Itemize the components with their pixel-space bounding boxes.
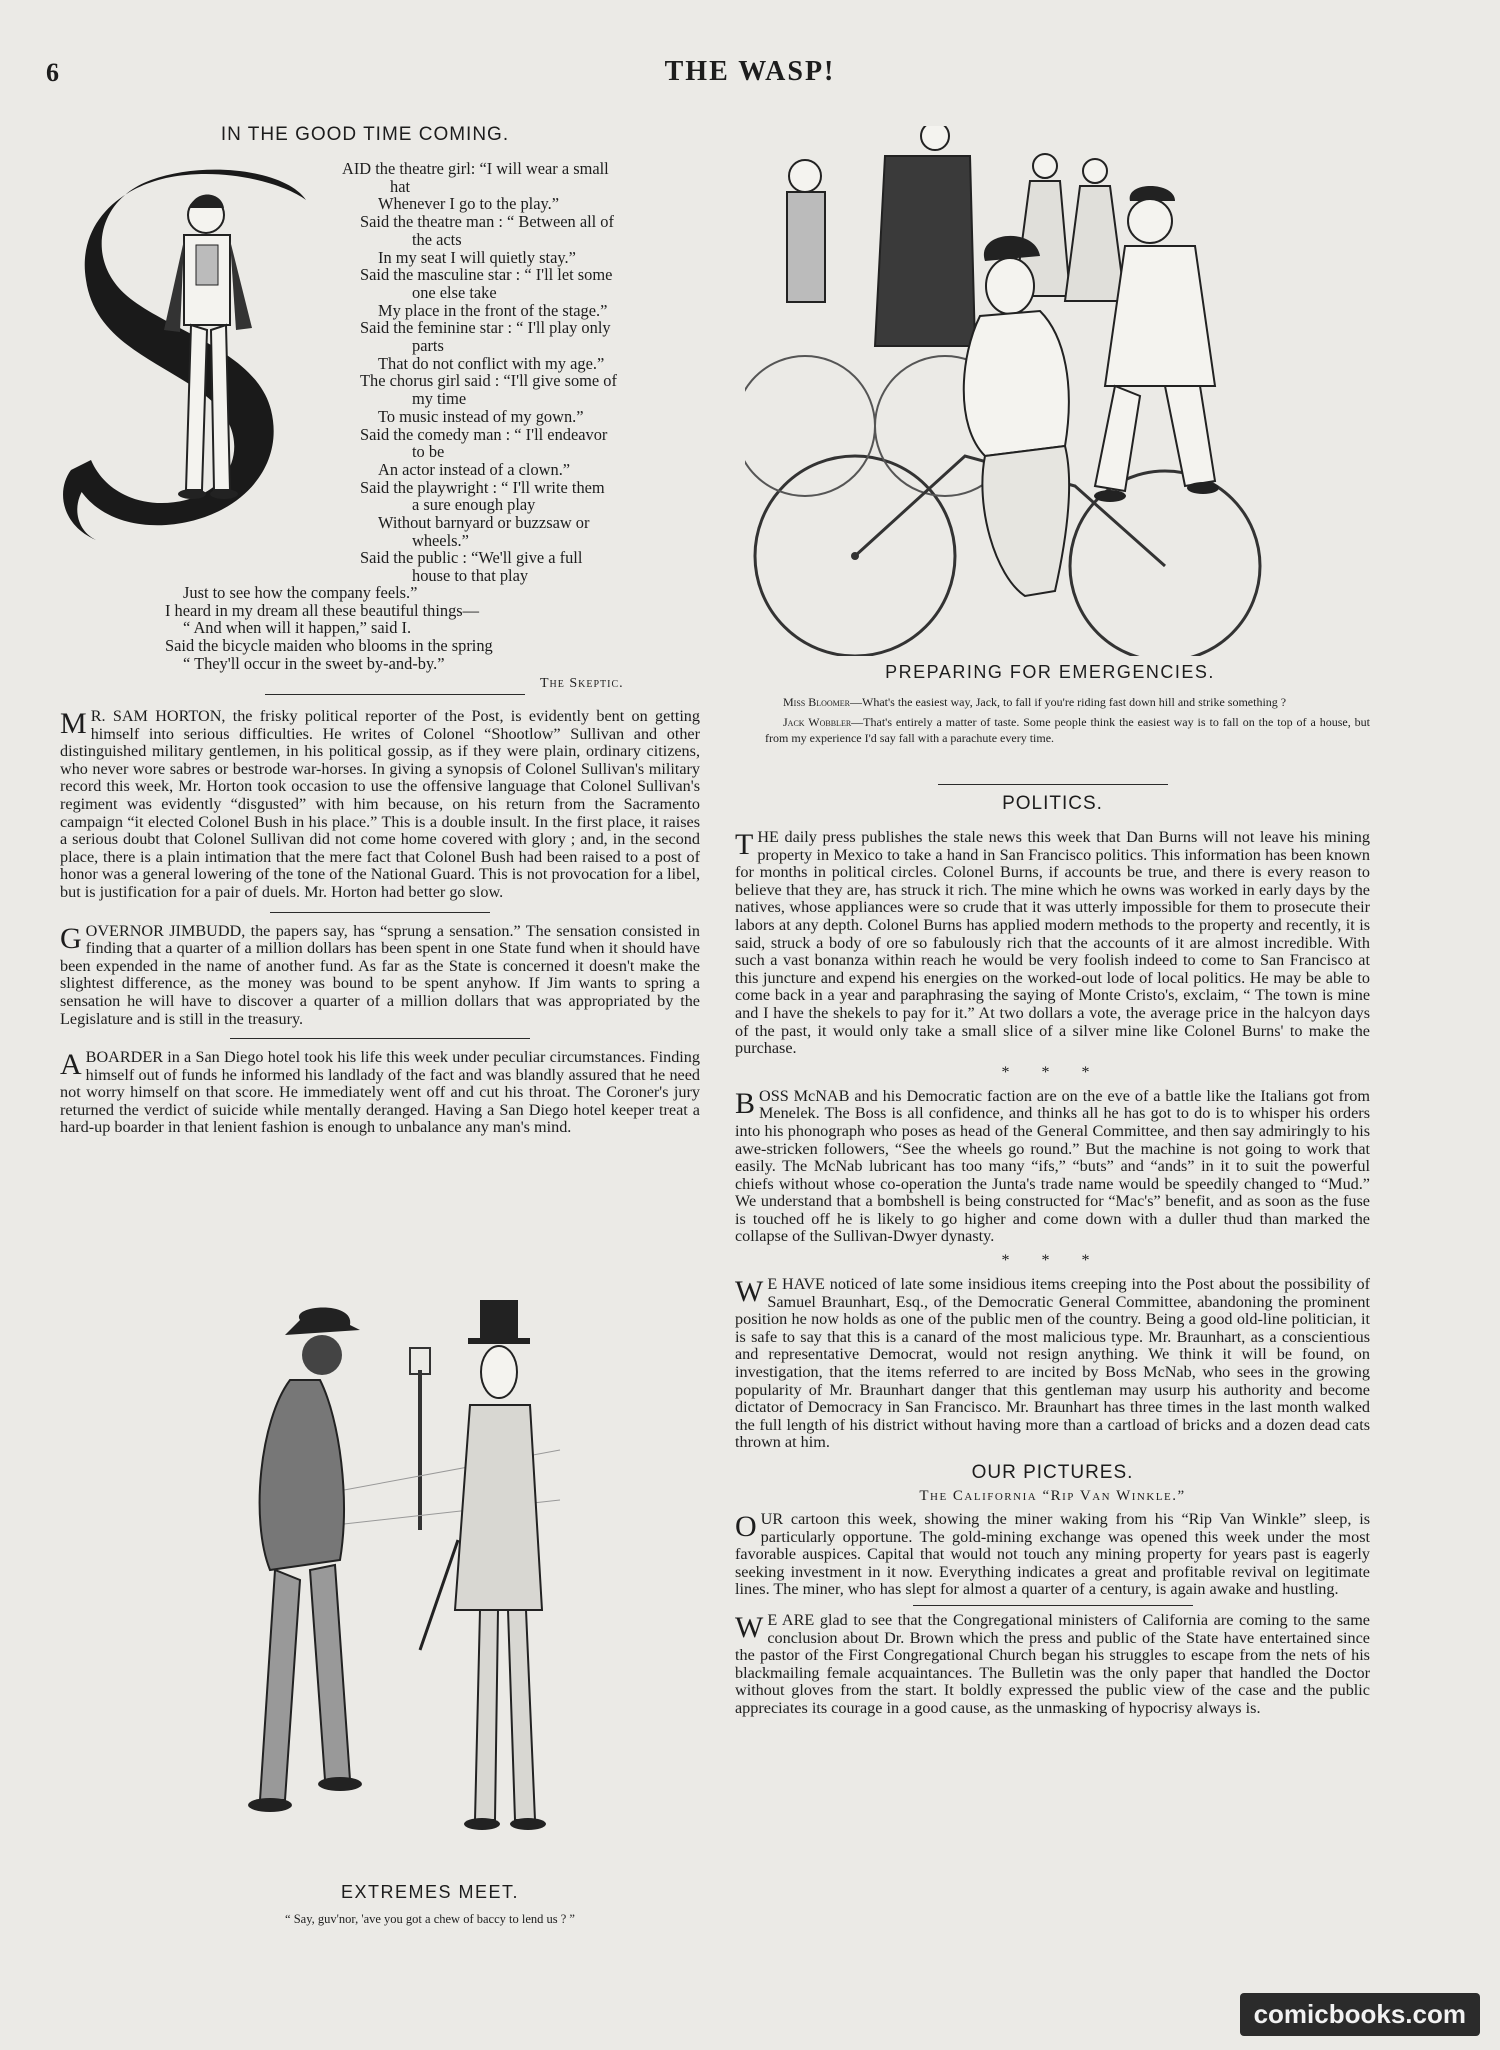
- poem-line: a sure enough play: [412, 495, 536, 515]
- dialogue-text: —What's the easiest way, Jack, to fall if you're riding fast down hill and strike something ?: [850, 695, 1287, 709]
- poem-line: Said the playwright : “ I'll write them: [360, 477, 605, 497]
- dialogue-line: [765, 694, 1370, 710]
- poem-line: AID the theatre girl: “I will wear a small: [342, 159, 609, 178]
- poem-line: Said the feminine star : “ I'll play only: [360, 318, 611, 338]
- poem-line: the acts: [412, 229, 462, 249]
- poem-line: An actor instead of a clown.”: [378, 459, 571, 479]
- poem-line: “ They'll occur in the sweet by-and-by.”: [183, 653, 445, 673]
- extremes-meet-quote: “ Say, guv'nor, 'ave you got a chew of baccy to lend us ? ”: [285, 1912, 575, 1926]
- drop-initial: W: [735, 1275, 764, 1309]
- article-text: R. SAM HORTON, the frisky political reporter of the Post, is evidently bent on getting himself into serious difficulties. He writes of Colonel “Shootlow” Sullivan and other distinguished military gentlemen, in his political gossip, as if they were plain, ordinary citizens, who never wore sabres or bestrode war-horses. In giving a synopsis of Colonel Sullivan's military record this week, Mr. Horton took occasion to use the offensive language that Colonel Sullivan's regiment was evidently “disgusted” with him because, on his return from the Sacramento campaign “it elected Colonel Bush in his place.” This is a double insult. In the first place, it raises a serious doubt that Colonel Sullivan did not come home covered with glory ; and, in the second place, there is a plain intimation that the mere fact that Colonel Bush had been raised to a post of honor was a general lowering of the tone of the National Guard. This is not provocation for a libel, but is justification for a pair of duels. Mr. Horton had better go slow.: [60, 707, 700, 901]
- watermark: comicbooks.com: [1240, 1993, 1480, 2036]
- article-text: OSS McNAB and his Democratic faction are on the eve of a battle like the Italians got from Menelek. The Boss is all confidence, and thinks all he has got to do is to whisper his orders into his phonograph who poses as head of the General Committee, and then say admiringly to his awe-stricken followers, “See the wheels go round.” But the machine is not going to work that easily. The McNab lubricant has too many “ifs,” “buts” and “ands” in it to suit the powerful chiefs without whose co-operation the Junta's trade name would be speedily changed to “Mud.” We understand that a bombshell is being constructed for “Mac's” benefit, and as soon as the fuse is touched off he is likely to go higher and come down with a duller thud than marked the collapse of the Sullivan-Dwyer dynasty.: [735, 1086, 1370, 1246]
- politics-heading: POLITICS.: [1002, 793, 1103, 814]
- left-articles: [60, 708, 700, 1137]
- poem-line: To music instead of my gown.”: [378, 406, 584, 426]
- extremes-meet-caption: EXTREMES MEET.: [340, 1882, 520, 1902]
- dialogue-text: —That's entirely a matter of taste. Some people think the easiest way is to fall on the top of a house, but from my experience I'd say fall with a parachute every time.: [765, 715, 1370, 745]
- article-burns: [735, 829, 1370, 1058]
- poem-line: hat: [390, 176, 411, 196]
- poem-line: My place in the front of the stage.”: [378, 300, 608, 320]
- poem-closing-lines: [165, 584, 685, 673]
- poem-line: to be: [412, 442, 445, 462]
- divider: [265, 694, 525, 695]
- drop-initial: O: [735, 1510, 757, 1543]
- drop-initial: W: [735, 1610, 764, 1644]
- article-braunhart: [735, 1276, 1370, 1452]
- divider: [230, 1038, 530, 1039]
- poem-indented-lines: [342, 160, 702, 585]
- drop-initial: M: [60, 707, 87, 740]
- our-pictures-heading: OUR PICTURES.: [971, 1462, 1134, 1483]
- drop-initial: A: [60, 1048, 82, 1082]
- article-text: HE daily press publishes the stale news this week that Dan Burns will not leave his mining property in Mexico to take a hand in San Francisco politics. This information has been known for months in political circles. Colonel Burns, if accounts be true, and there is every reason to believe that they are, has struck it rich. The mine which he owns was worked in early days by the natives, whose appliances were so crude that it was utterly impossible for them to prosecute their labors at any depth. Colonel Burns has applied modern methods to the property and recently, it is said, struck a body of ore so fabulously rich that the accounts of it are almost incredible. With such a vast bonanza within reach he would be very foolish indeed to come to San Francisco at this juncture and expend his energies on the worked-out lode of local politics. He may be able to come back in a year and paraphrasing the saying of Monte Cristo's, exclaim, “ The town is mine and I have the shekels to pay for it.” At two dollars a vote, the average price in the halcyon days of the past, it would only take a small slice of a silver mine like Colonel Burns' to make the purchase.: [735, 828, 1370, 1058]
- article-text: E HAVE noticed of late some insidious items creeping into the Post about the possibility of Samuel Braunhart, Esq., of the Democratic General Committee, abandoning the prominent position he now holds as one of the public men of the country. Being a good old-line politician, it is safe to say that this is a canard of the most malicious type. Mr. Braunhart, as a conscientious and representative Democrat, would not resign anything. We think it will be found, on investigation, that the items referred to are incited by Boss McNab, who sees in the growing popularity of Mr. Braunhart danger that this gentleman may usurp his authority and become dictator of Democracy in San Francisco. Mr. Braunhart has three times in the last month walked the full length of his district without having more than a cartload of bricks and a dozen dead cats thrown at him.: [735, 1275, 1370, 1452]
- poem-line: That do not conflict with my age.”: [378, 353, 605, 373]
- poem-line: one else take: [412, 282, 497, 302]
- poem-line: I heard in my dream all these beautiful things—: [165, 600, 480, 620]
- poem-title: IN THE GOOD TIME COMING.: [220, 124, 510, 145]
- section-separator: * * *: [1001, 1063, 1104, 1081]
- divider: [938, 784, 1168, 785]
- preparing-for-emergencies-cartoon: [745, 126, 1355, 656]
- article-text: OVERNOR JIMBUDD, the papers say, has “sprung a sensation.” The sensation consisted in finding that a quarter of a million dollars has been spent in one State fund when it should have been expended in the name of another fund. As far as the State is concerned it doesn't make the slightest difference, as the money was bound to be spent anyhow. If Jim wants to spring a sensation he will have to discover a quarter of a million dollars that was appropriated by the Legislature and is still in the treasury.: [60, 921, 700, 1028]
- politics-section: [735, 784, 1370, 1718]
- article-jimbudd: [60, 923, 700, 1029]
- poem-line: Said the theatre man : “ Between all of: [360, 212, 614, 232]
- preparing-caption: PREPARING FOR EMERGENCIES.: [885, 662, 1215, 682]
- decorated-initial-s-illustration: [56, 160, 346, 560]
- poem-line: Said the public : “We'll give a full: [360, 548, 583, 568]
- drop-initial: B: [735, 1086, 756, 1120]
- article-boarder: [60, 1049, 700, 1137]
- masthead: THE WASP!: [664, 56, 836, 87]
- drop-initial: G: [60, 921, 82, 955]
- poem-line: wheels.”: [412, 530, 469, 550]
- dialogue-line: [765, 714, 1370, 746]
- section-separator: * * *: [1001, 1252, 1104, 1270]
- speaker-name: Jack Wobbler: [783, 715, 852, 729]
- article-text: E ARE glad to see that the Congregational ministers of California are coming to the same conclusion about Dr. Brown which the press and public of the State have entertained since the pastor of the First Congregational Church began his struggles to escape from the nets of his blackmailing female acquaintances. The Bulletin was the only paper that handled the Doctor without gloves from the start. It boldly expressed the public view of the case and the public appreciates its courage in a good cause, as the unmasking of hypocrisy always is.: [735, 1610, 1370, 1717]
- poem-line: my time: [412, 389, 467, 409]
- divider: [913, 1605, 1193, 1606]
- poem-line: Said the comedy man : “ I'll endeavor: [360, 424, 608, 444]
- poem-line: parts: [412, 336, 444, 356]
- preparing-dialogue: [765, 694, 1370, 746]
- article-mcnab: [735, 1088, 1370, 1246]
- article-rip-van-winkle: [735, 1511, 1370, 1599]
- extremes-meet-cartoon: [230, 1300, 630, 1870]
- article-text: BOARDER in a San Diego hotel took his life this week under peculiar circumstances. Finding himself out of funds he informed his landlady of the fact and was blandly assured that he need not worry himself on that score. He immediately went off and cut his throat. The Coroner's jury returned the verdict of suicide while mentally deranged. Having a San Diego hotel keeper treat a hard-up boarder in that lenient fashion is enough to unbalance any man's mind.: [60, 1048, 700, 1137]
- article-dr-brown: [735, 1612, 1370, 1718]
- poem-signature: The Skeptic.: [540, 676, 624, 691]
- poem-line: Whenever I go to the play.”: [378, 194, 559, 214]
- speaker-name: Miss Bloomer: [783, 695, 851, 709]
- article-horton: [60, 708, 700, 902]
- drop-initial: T: [735, 828, 754, 861]
- poem-line: Just to see how the company feels.”: [183, 583, 418, 602]
- poem-line: The chorus girl said : “I'll give some of: [360, 371, 617, 391]
- poem-line: Without barnyard or buzzsaw or: [378, 513, 590, 533]
- poem-line: Said the masculine star : “ I'll let some: [360, 265, 613, 285]
- poem-line: Said the bicycle maiden who blooms in the spring: [165, 636, 493, 656]
- page-number: 6: [46, 58, 59, 87]
- poem-line: house to that play: [412, 566, 529, 586]
- poem-line: “ And when will it happen,” said I.: [183, 618, 412, 638]
- poem-line: In my seat I will quietly stay.”: [378, 247, 576, 267]
- article-text: UR cartoon this week, showing the miner waking from his “Rip Van Winkle” sleep, is particularly opportune. The gold-mining exchange was opened this week under the most favorable auspices. Capital that would not touch any mining property for years past is eagerly seeking investment in it now. Everything indicates a great and profitable revival on legitimate lines. The miner, who has slept for almost a quarter of a century, is again awake and hustling.: [735, 1510, 1370, 1599]
- divider: [270, 912, 490, 913]
- our-pictures-subheading: The California “Rip Van Winkle.”: [919, 1488, 1186, 1504]
- poem-section: [60, 124, 710, 146]
